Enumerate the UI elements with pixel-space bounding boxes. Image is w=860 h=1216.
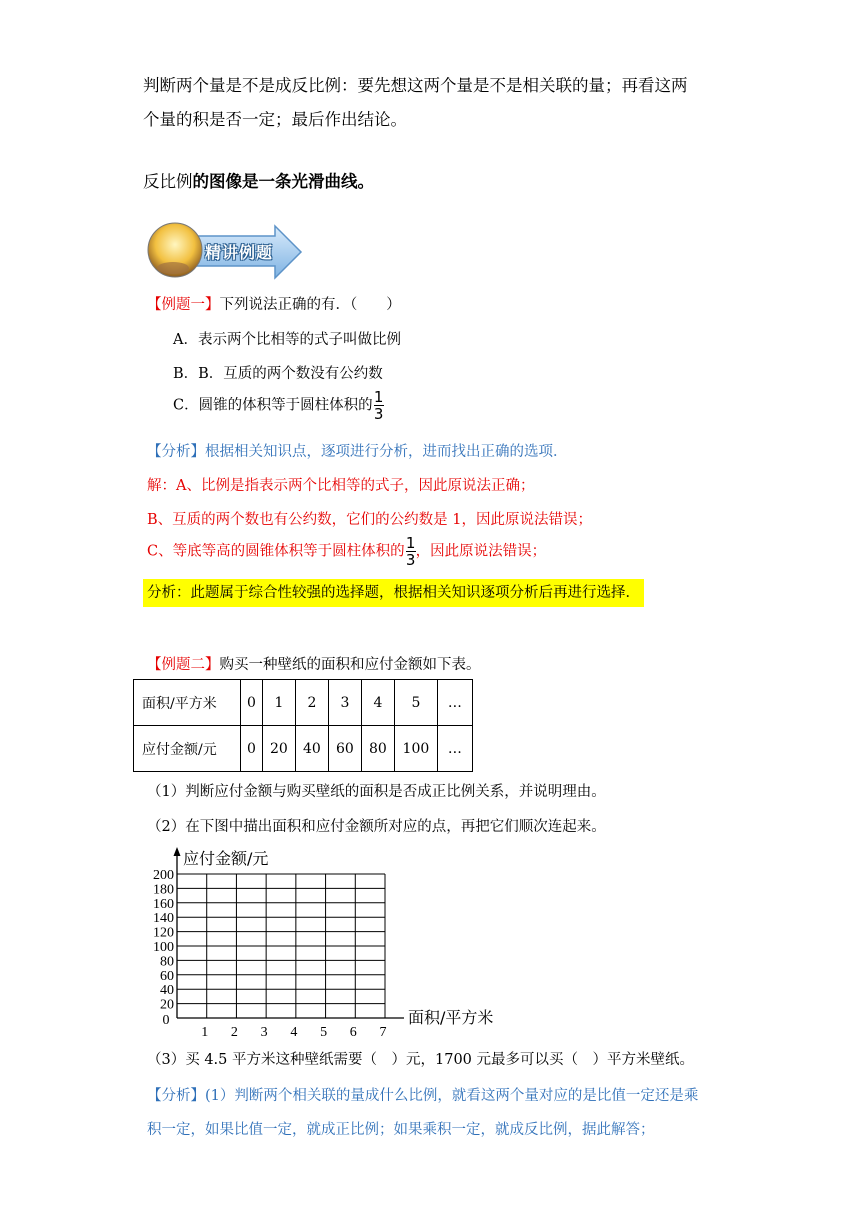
fraction-numerator-2: 1 [405,534,416,552]
solution-line-3a: C、等底等高的圆锥体积等于圆柱体积的 [147,543,405,560]
table-cell: 0 [241,680,263,726]
intro-line-3b: 的图像是一条光滑曲线。 [192,172,374,191]
intro-line-2: 个量的积是否一定；最后作出结论。 [143,110,407,129]
analysis-text-2: (1）判断两个相关联的量成什么比例，就看这两个量对应的是比值一定还是乘 [205,1088,699,1104]
y-tick-label: 60 [160,968,174,984]
table-cell: … [437,726,472,772]
x-axis-label: 面积/平方米 [408,1008,494,1027]
x-tick-label: 6 [349,1025,357,1037]
fraction-denominator: 3 [373,405,384,423]
table-cell: 1 [262,680,295,726]
table-cell: 5 [394,680,437,726]
y-axis-label: 应付金额/元 [183,849,269,868]
table-cell: 100 [394,726,437,772]
x-tick-label: 2 [230,1025,238,1037]
question-1: （1）判断应付金额与购买壁纸的面积是否成正比例关系，并说明理由。 [147,784,606,800]
option-b: B．B．互质的两个数没有公约数 [173,366,383,382]
y-tick-label: 140 [153,911,174,927]
one-third-fraction-2 [406,536,416,567]
intro-line-3 [143,168,374,192]
example1-tag: 【例题一】 [147,297,220,313]
table-cell: 应付金额/元 [134,726,241,772]
chart-labels [153,849,493,1037]
fraction-numerator: 1 [373,388,384,406]
question-3: （3）买 4.5 平方米这种壁纸需要（ ）元，1700 元最多可以买（ ）平方米壁纸。 [147,1052,695,1068]
analysis-text: 根据相关知识点，逐项进行分析，进而找出正确的选项． [205,444,568,460]
badge-label: 精讲例题 [205,243,274,262]
table-cell: 2 [295,680,328,726]
intro-line-1: 判断两个量是不是成反比例：要先想这两个量是不是相关联的量；再看这两 [143,76,688,95]
option-c-text: C．圆锥的体积等于圆柱体积的 [173,397,373,414]
intro-line-3a: 反比例 [143,172,193,191]
y-tick-label: 160 [153,896,174,912]
solution-line-1: 解：A、比例是指表示两个比相等的式子，因此原说法正确； [147,478,535,494]
table-cell: 80 [361,726,394,772]
table-cell: 60 [328,726,361,772]
y-axis-arrow-icon [174,847,181,856]
analysis-tag-2: 【分析】 [147,1088,205,1104]
chart-axes [174,847,405,1018]
fraction-denominator-2: 3 [405,551,416,569]
origin-label: 0 [162,1013,170,1028]
x-tick-label: 1 [201,1025,209,1037]
example2-tag: 【例题二】 [147,657,220,673]
option-c [173,390,384,421]
x-tick-label: 3 [260,1025,268,1037]
option-a: A．表示两个比相等的式子叫做比例 [173,332,401,348]
example2-analysis-1 [147,1084,698,1105]
table-row [134,726,473,772]
table-cell: 40 [295,726,328,772]
blank-grid-chart [130,842,510,1037]
table-cell: 0 [241,726,263,772]
table-row [134,680,473,726]
table-cell: 3 [328,680,361,726]
table-cell: … [437,680,472,726]
question-2: （2）在下图中描出面积和应付金额所对应的点，再把它们顺次连起来。 [147,819,606,835]
solution-line-3b: ，因此原说法错误； [415,543,547,560]
analysis-tag: 【分析】 [147,444,205,460]
y-tick-label: 120 [153,925,174,941]
example2-question [147,653,481,674]
y-tick-label: 20 [160,997,174,1013]
y-tick-label: 100 [153,940,174,955]
table-cell: 面积/平方米 [134,680,241,726]
solution-line-3 [147,536,546,567]
y-tick-label: 80 [160,954,174,970]
example1-question-text: 下列说法正确的有．（ ） [219,297,401,313]
x-tick-label: 7 [379,1025,387,1037]
chart-grid [177,874,385,1018]
table-cell: 4 [361,680,394,726]
x-tick-label: 5 [320,1025,328,1037]
table-cell: 20 [262,726,295,772]
y-tick-label: 180 [153,882,174,898]
summary-highlight: 分析：此题属于综合性较强的选择题，根据相关知识逐项分析后再进行选择． [143,579,644,607]
x-tick-label: 4 [290,1025,298,1037]
one-third-fraction [374,390,384,421]
example1-question [147,293,401,314]
y-tick-label: 40 [160,983,174,999]
example2-analysis-2: 积一定，如果比值一定，就成正比例；如果乘积一定，就成反比例，据此解答； [147,1122,655,1138]
y-tick-label: 200 [153,868,174,883]
example1-analysis [147,440,568,461]
solution-line-2: B、互质的两个数也有公约数，它们的公约数是 1，因此原说法错误； [147,512,592,528]
example2-question-text: 购买一种壁纸的面积和应付金额如下表。 [219,657,481,673]
price-table [133,679,473,772]
section-badge [147,222,305,280]
